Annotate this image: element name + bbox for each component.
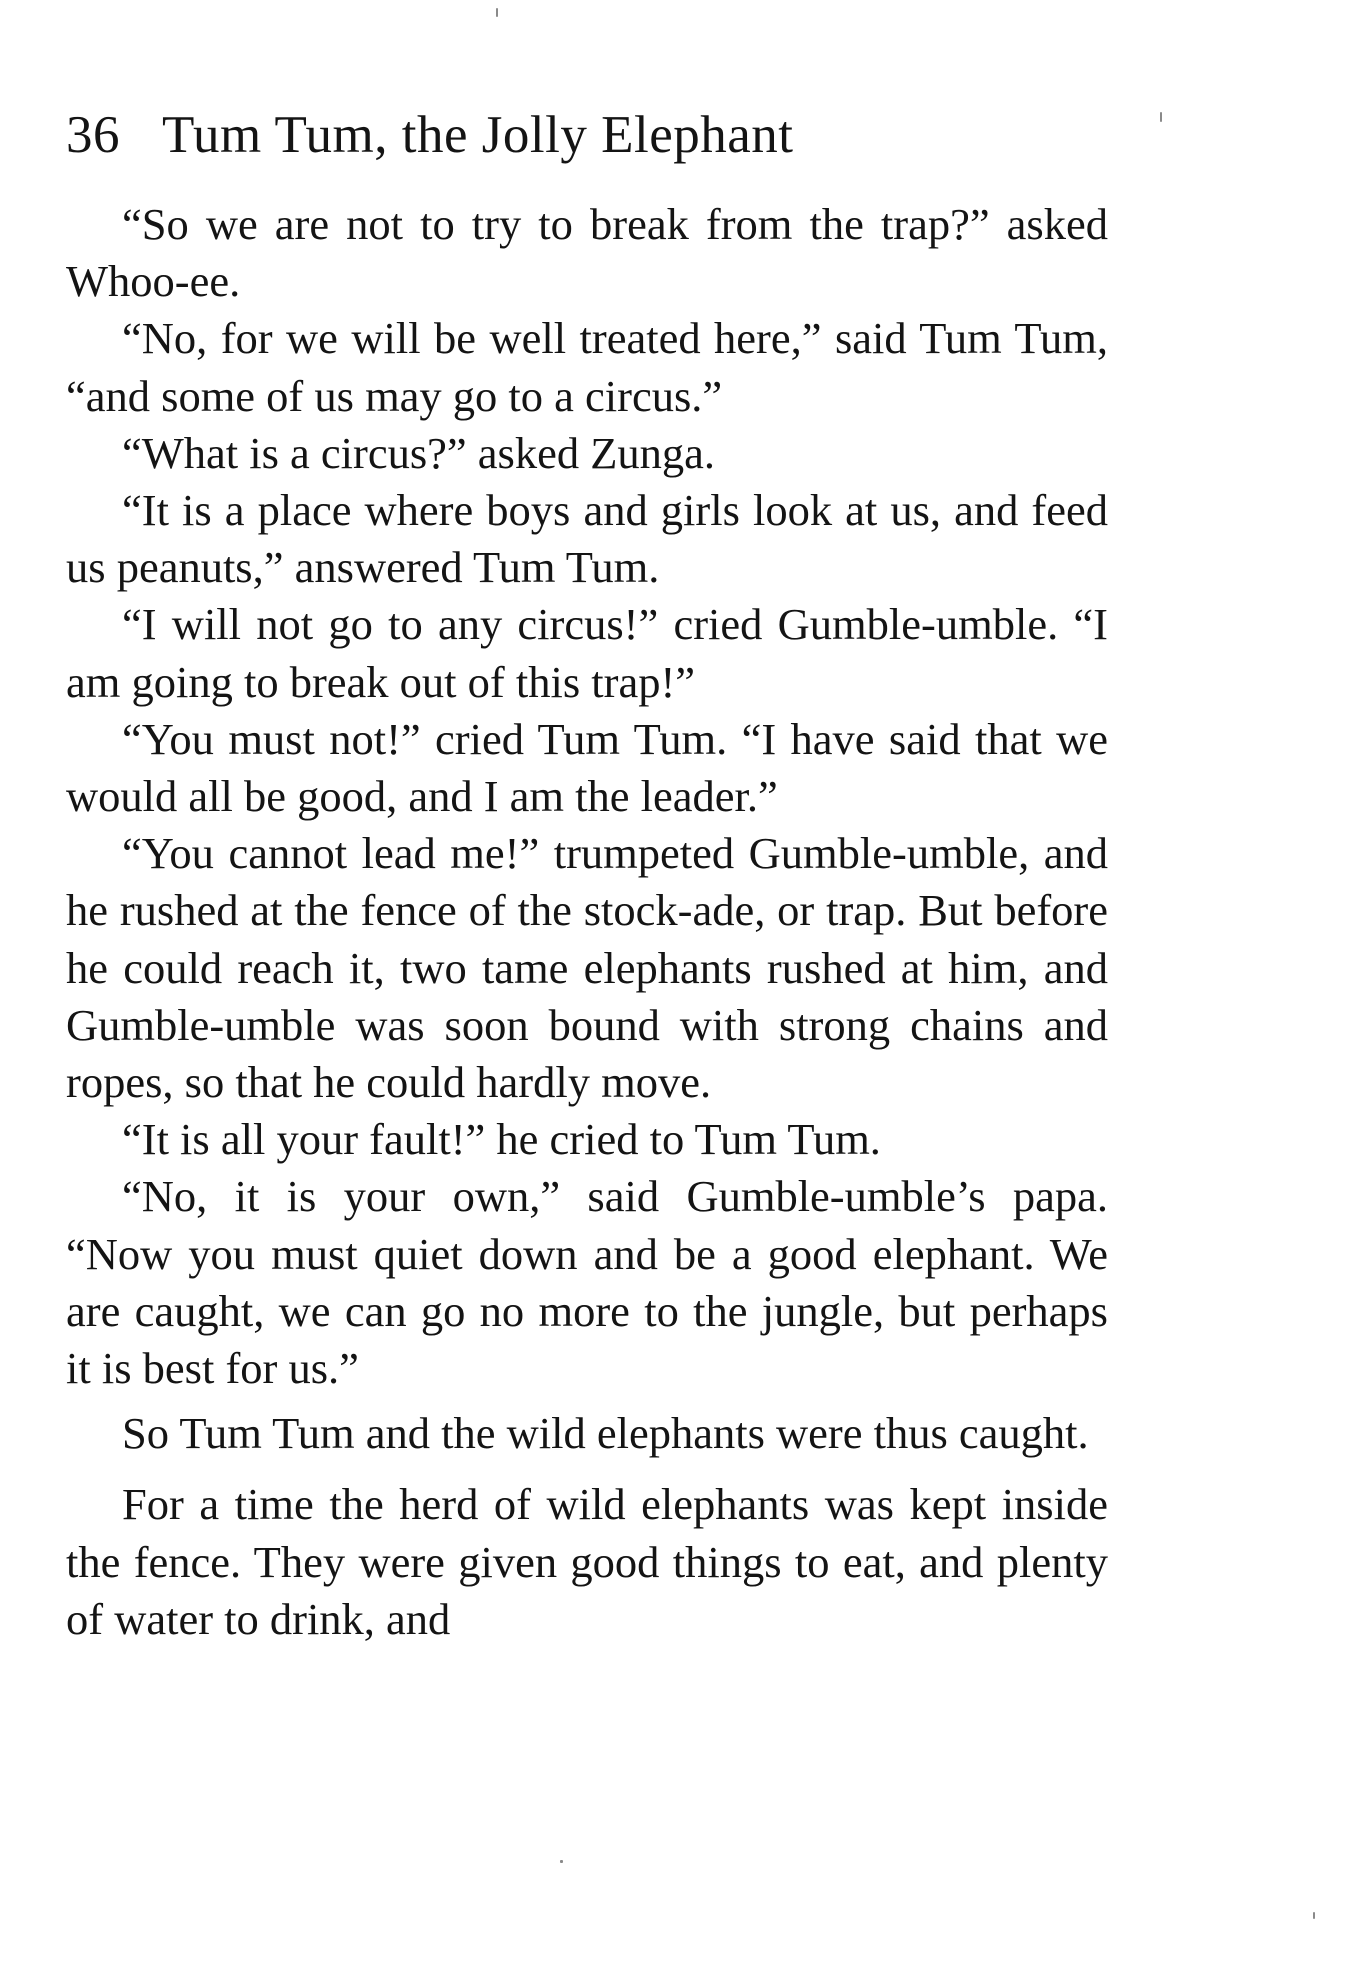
paragraph: “No, it is your own,” said Gumble-umble’s papa. “Now you must quiet down and be a good elephant. We are caught, we can go no more to the jungle, but perhaps it is best for us.”: [66, 1171, 1108, 1394]
print-speck: [560, 1860, 563, 1863]
paragraph: “It is a place where boys and girls look at us, and feed us peanuts,” answered Tum Tum.: [66, 485, 1108, 593]
paragraph: For a time the herd of wild elephants was kept inside the fence. They were given good things to eat, and plenty of water to drink, and: [66, 1479, 1108, 1644]
paragraph: “What is a circus?” asked Zunga.: [122, 427, 716, 478]
paragraph: “So we are not to try to break from the trap?” asked Whoo-ee.: [66, 199, 1108, 307]
paragraph: So Tum Tum and the wild elephants were thus caught.: [122, 1408, 1089, 1459]
paragraph: “You cannot lead me!” trumpeted Gumble-umble, and he rushed at the fence of the stock-ade, or trap. But before he could reach it, two tame elephants rushed at him, and Gumble-umble was soon bound with strong chains and ropes, so that he could hardly move.: [66, 828, 1108, 1108]
print-speck: [1313, 1912, 1315, 1919]
paragraph: “I will not go to any circus!” cried Gumble-umble. “I am going to break out of this trap!”: [66, 599, 1108, 707]
running-header: [66, 100, 793, 170]
print-speck: [496, 8, 498, 17]
paragraph: “No, for we will be well treated here,” said Tum Tum, “and some of us may go to a circus.”: [66, 313, 1108, 421]
page-number: 36: [66, 106, 120, 164]
paragraph: “It is all your fault!” he cried to Tum Tum.: [122, 1114, 881, 1165]
print-speck: [1160, 112, 1162, 122]
body-text: [66, 196, 1108, 1648]
running-title: Tum Tum, the Jolly Elephant: [162, 106, 794, 164]
paragraph: “You must not!” cried Tum Tum. “I have said that we would all be good, and I am the leader.”: [66, 713, 1108, 822]
